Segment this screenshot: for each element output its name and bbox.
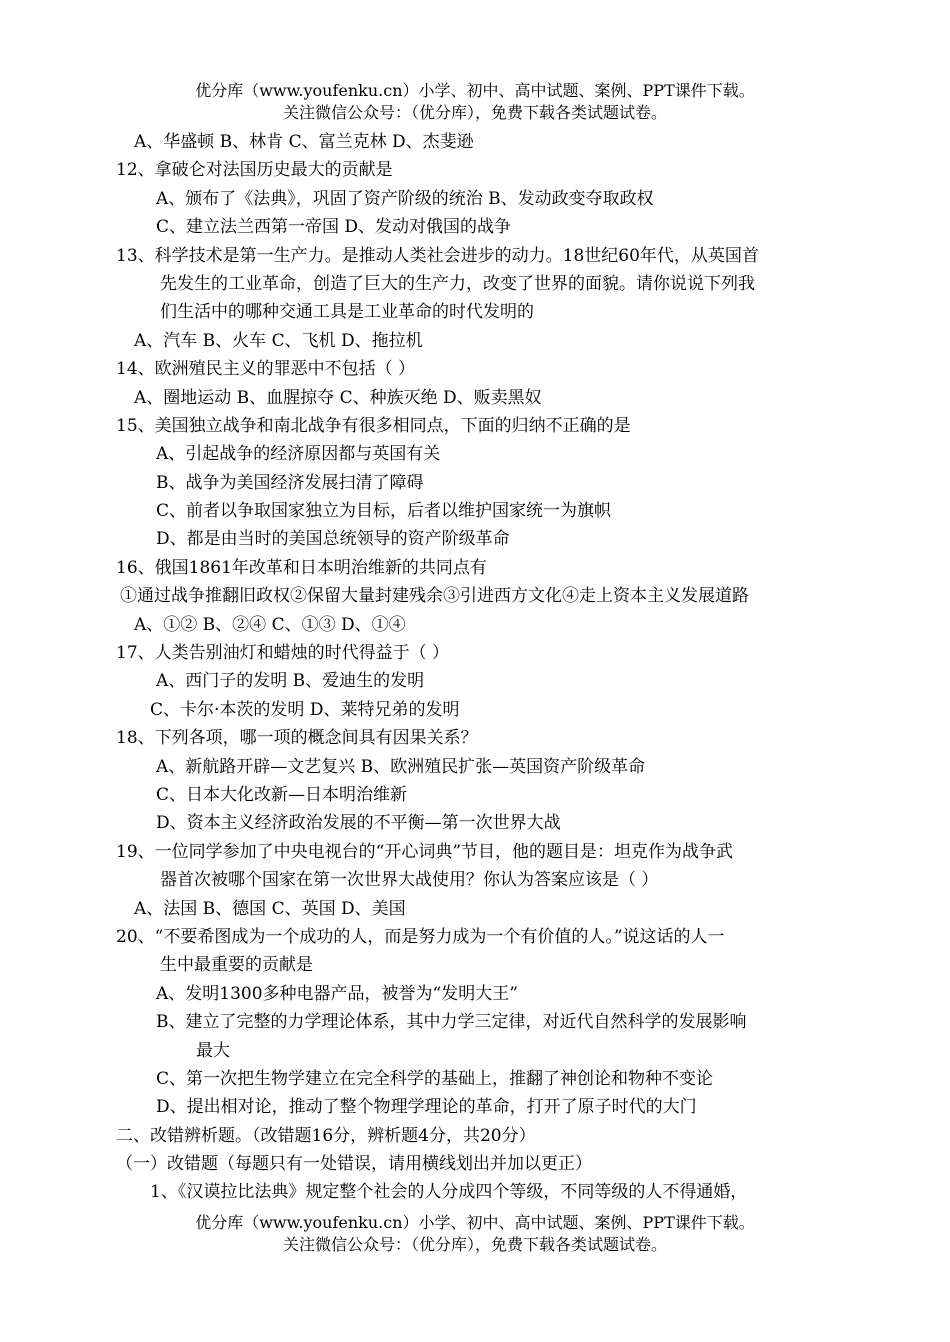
footer-line-2: 关注微信公众号：（优分库），免费下载各类试题试卷。 [282,1235,667,1254]
text-line: A、发明1300多种电器产品，被誉为“发明大王” [156,983,518,1004]
text-line: D、资本主义经济政治发展的不平衡—第一次世界大战 [156,813,561,834]
text-line: B、战争为美国经济发展扫清了障碍 [156,472,424,493]
text-line: 19、一位同学参加了中央电视台的“开心词典”节目，他的题目是：坦克作为战争武 [116,841,734,862]
text-line: 20、“不要希图成为一个成功的人，而是努力成为一个有价值的人。”说这话的人一 [116,926,725,947]
text-line: 生中最重要的贡献是 [160,955,313,976]
text-line: 们生活中的哪种交通工具是工业革命的时代发明的 [160,302,534,323]
header-line-1: 优分库（www.youfenku.cn）小学、初中、高中试题、案例、PPT课件下载。 [195,81,755,100]
text-line: 14、欧洲殖民主义的罪恶中不包括（ ） [116,359,416,380]
text-line: A、华盛顿 B、林肯 C、富兰克林 D、杰斐逊 [134,132,474,152]
text-line: 最大 [196,1040,230,1061]
text-line: D、都是由当时的美国总统领导的资产阶级革命 [156,529,510,550]
page-header [0,80,950,124]
text-line: 12、拿破仑对法国历史最大的贡献是 [116,160,393,181]
text-line: 1、《汉谟拉比法典》规定整个社会的人分成四个等级，不同等级的人不得通婚， [150,1182,748,1203]
text-line: A、西门子的发明 B、爱迪生的发明 [156,671,425,692]
text-line: C、日本大化改新—日本明治维新 [156,784,408,805]
text-line: 16、俄国1861年改革和日本明治维新的共同点有 [116,557,487,578]
text-line: 先发生的工业革命，创造了巨大的生产力，改变了世界的面貌。请你说说下列我 [160,273,755,294]
text-line: A、颁布了《法典》，巩固了资产阶级的统治 B、发动政变夺取政权 [156,188,654,209]
text-line: A、①② B、②④ C、①③ D、①④ [134,614,406,635]
text-line: C、建立法兰西第一帝国 D、发动对俄国的战争 [156,217,512,238]
text-line: （一）改错题（每题只有一处错误，请用横线划出并加以更正） [116,1154,592,1175]
text-line: ①通过战争推翻旧政权②保留大量封建残余③引进西方文化④走上资本主义发展道路 [120,586,749,607]
text-line: A、引起战争的经济原因都与英国有关 [156,444,441,465]
text-line: A、法国 B、德国 C、英国 D、美国 [134,898,406,919]
text-line: B、建立了完整的力学理论体系，其中力学三定律，对近代自然科学的发展影响 [156,1012,747,1033]
exam-content [116,128,842,1207]
text-line: 18、下列各项，哪一项的概念间具有因果关系？ [116,728,478,749]
text-line: 13、科学技术是第一生产力。是推动人类社会进步的动力。18世纪60年代，从英国首 [116,245,759,266]
text-line: C、第一次把生物学建立在完全科学的基础上，推翻了神创论和物种不变论 [156,1068,714,1089]
text-line: D、提出相对论，推动了整个物理学理论的革命，打开了原子时代的大门 [156,1097,697,1118]
text-line: 17、人类告别油灯和蜡烛的时代得益于（ ） [116,643,450,664]
text-line: A、圈地运动 B、血腥掠夺 C、种族灭绝 D、贩卖黑奴 [134,387,542,408]
header-line-2: 关注微信公众号：（优分库），免费下载各类试题试卷。 [282,103,667,122]
text-line: C、前者以争取国家独立为目标，后者以维护国家统一为旗帜 [156,501,612,522]
page-footer [0,1212,950,1256]
text-line: A、汽车 B、火车 C、飞机 D、拖拉机 [134,330,423,351]
text-line: 二、改错辨析题。（改错题16分，辨析题4分，共20分） [116,1125,536,1146]
text-line: A、新航路开辟—文艺复兴 B、欧洲殖民扩张—英国资产阶级革命 [156,756,646,777]
text-line: C、卡尔·本茨的发明 D、莱特兄弟的发明 [150,699,460,720]
footer-line-1: 优分库（www.youfenku.cn）小学、初中、高中试题、案例、PPT课件下载。 [195,1213,755,1232]
text-line: 15、美国独立战争和南北战争有很多相同点，下面的归纳不正确的是 [116,415,631,436]
text-line: 器首次被哪个国家在第一次世界大战使用？你认为答案应该是（ ） [160,870,659,891]
